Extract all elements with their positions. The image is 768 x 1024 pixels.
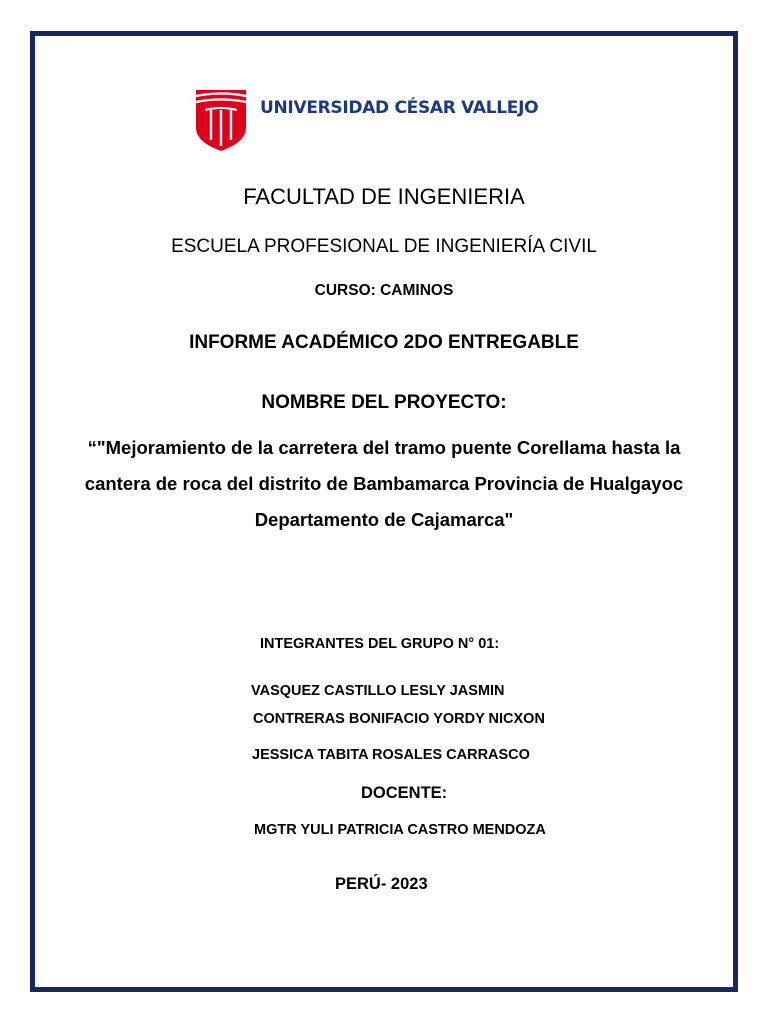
group-member: JESSICA TABITA ROSALES CARRASCO	[252, 747, 530, 763]
project-title: “"Mejoramiento de la carretera del tramo puente Corellama hasta la cantera de roca del distrito de Bambamarca Provincia de Hualgayoc Departamento de Cajamarca"	[84, 437, 684, 530]
group-member: VASQUEZ CASTILLO LESLY JASMIN	[251, 683, 505, 699]
report-title: INFORME ACADÉMICO 2DO ENTREGABLE	[189, 332, 579, 353]
docente-label: DOCENTE:	[361, 784, 448, 802]
docente-name: MGTR YULI PATRICIA CASTRO MENDOZA	[254, 822, 546, 838]
group-member: CONTRERAS BONIFACIO YORDY NICXON	[253, 711, 545, 727]
group-label: INTEGRANTES DEL GRUPO N° 01:	[260, 636, 500, 652]
place-year: PERÚ- 2023	[335, 875, 428, 893]
university-name: UNIVERSIDAD CÉSAR VALLEJO	[260, 98, 539, 118]
project-label: NOMBRE DEL PROYECTO:	[261, 392, 507, 413]
course-title: CURSO: CAMINOS	[314, 282, 454, 299]
ucv-shield-logo-icon	[193, 88, 249, 152]
school-title: ESCUELA PROFESIONAL DE INGENIERÍA CIVIL	[171, 236, 597, 257]
faculty-title: FACULTAD DE INGENIERIA	[243, 184, 525, 209]
